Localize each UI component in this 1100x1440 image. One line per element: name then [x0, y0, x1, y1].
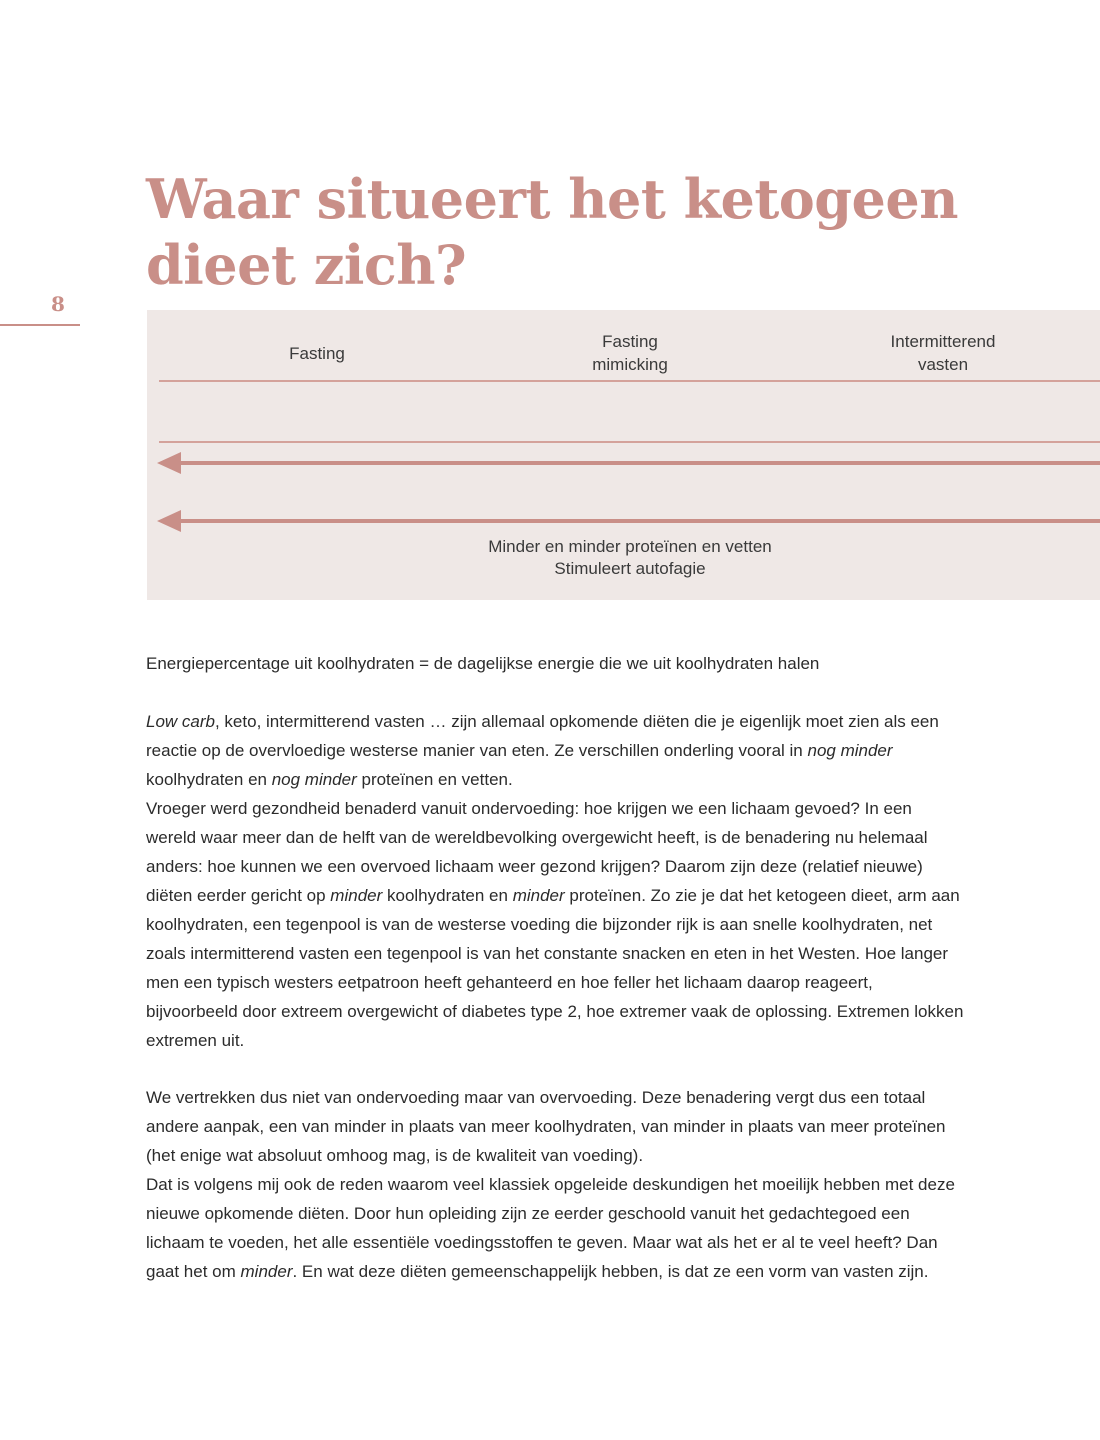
- paragraph-text: . En wat deze diëten gemeenschappelijk hebben, is dat ze een vorm van vasten zijn.: [292, 1262, 929, 1281]
- column-label-intermitterend-vasten: Intermitterend vasten: [890, 332, 996, 374]
- left-arrow-icon: [157, 510, 1100, 532]
- divider-line: [159, 380, 1100, 382]
- arrow-shaft: [171, 519, 1100, 523]
- page-title: Waar situeert het ketogeen dieet zich?: [146, 167, 959, 297]
- emphasis-text: minder: [512, 886, 565, 905]
- paragraph: [146, 712, 939, 789]
- arrow-caption-proteins: Minder en minder proteïnen en vetten: [488, 537, 772, 556]
- paragraph-text: We vertrekken dus niet van ondervoeding maar van overvoeding. Deze benadering vergt dus een totaal andere aanpak, een van minder in plaats van meer koolhydraten, van minder in plaats van meer proteïnen (het enige wat absoluut omhoog mag, is de kwaliteit van voeding).: [146, 1088, 946, 1165]
- paragraph-text: koolhydraten en: [382, 886, 513, 905]
- emphasis-text: minder: [240, 1262, 293, 1281]
- paragraph: [146, 1175, 955, 1281]
- paragraph-text: Dat is volgens mij ook de reden waarom veel klassiek opgeleide deskundigen het moeilijk hebben met deze nieuwe opkomende diëten. Door hun opleiding zijn ze eerder geschoold vanuit het gedachtegoed een lichaam te voeden, het alle essentiële voedingsstoffen te geven. Maar wat als het er al te veel heeft? Dan gaat het om: [146, 1175, 955, 1281]
- column-label-fasting-mimicking: Fasting mimicking: [592, 332, 668, 374]
- paragraph-text: proteïnen. Zo zie je dat het ketogeen dieet, arm aan koolhydraten, een tegenpool is van de westerse voeding die bijzonder rijk is aan snelle koolhydraten, net zoals intermitterend vasten een tegenpool is van het constante snacken en eten in het Westen. Hoe langer men een typisch westers eetpatroon heeft gehanteerd en hoe feller het lichaam daarop reageert, bijvoorbeeld door extreem overgewicht of diabetes type 2, hoe extremer vaak de oplossing. Extremen lokken extremen uit.: [146, 886, 964, 1050]
- divider-line: [159, 441, 1100, 443]
- paragraph-text: koolhydraten en: [146, 770, 272, 789]
- body-paragraph-main: [146, 707, 966, 1055]
- arrow-caption-autophagy: Stimuleert autofagie: [554, 559, 706, 578]
- diet-spectrum-diagram: [147, 310, 1100, 600]
- arrow-shaft: [171, 461, 1100, 465]
- paragraph: [146, 799, 963, 1050]
- page-number-rule: [0, 324, 80, 326]
- emphasis-text: nog minder: [807, 741, 893, 760]
- definition-text: Energiepercentage uit koolhydraten = de dagelijkse energie die we uit koolhydraten halen: [146, 654, 820, 673]
- column-label-fasting: Fasting: [289, 344, 345, 363]
- emphasis-text: Low carb: [146, 712, 215, 731]
- emphasis-text: minder: [330, 886, 383, 905]
- paragraph-text: proteïnen en vetten.: [356, 770, 513, 789]
- left-arrow-icon: [157, 452, 1100, 474]
- paragraph-text: Vroeger werd gezondheid benaderd vanuit ondervoeding: hoe krijgen we een lichaam gevoed? In een wereld waar meer dan de helft van de wereldbevolking overgewicht heeft, is de benadering nu helemaal anders: hoe kunnen we een overvoed lichaam weer gezond krijgen? Daarom zijn deze (relatief nieuwe) diëten eerder gericht op: [146, 799, 928, 905]
- emphasis-text: nog minder: [271, 770, 357, 789]
- paragraph-text: , keto, intermitterend vasten … zijn allemaal opkomende diëten die je eigenlijk moet zien als een reactie op de overvloedige westerse manier van eten. Ze verschillen onderling vooral in: [146, 712, 939, 760]
- body-paragraph-second: [146, 1083, 966, 1286]
- page-number: 8: [51, 292, 65, 316]
